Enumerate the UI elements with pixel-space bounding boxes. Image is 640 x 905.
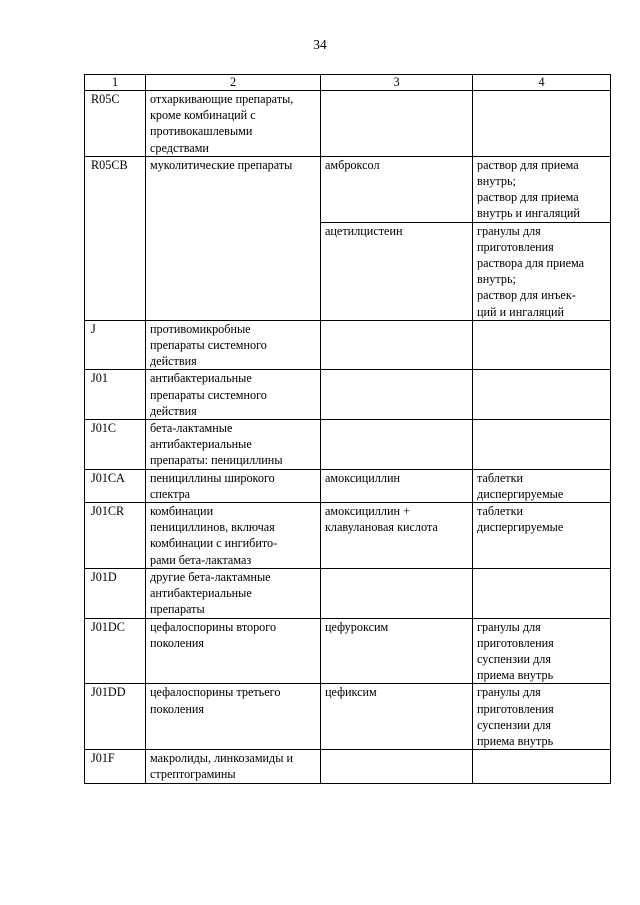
cell-text-line: амброксол	[325, 157, 380, 172]
cell-text-line: препараты: пенициллины	[150, 453, 283, 468]
cell-text-line: амоксициллин +	[325, 504, 410, 519]
cell-text-line: антибактериальные	[150, 437, 252, 452]
table-header-row	[85, 75, 611, 91]
substance-cell	[321, 684, 473, 750]
cell-text-line: приготовления	[477, 635, 554, 650]
cell-text-line: гранулы для	[477, 619, 541, 634]
atc-code-cell: J01F	[85, 750, 146, 783]
cell-text-line: цефалоспорины третьего	[150, 685, 281, 700]
cell-text-line: ацетилцистеин	[325, 223, 403, 238]
anatomical-therapeutic-group-cell	[146, 469, 321, 502]
cell-text-line: антибактериальные	[150, 586, 252, 601]
anatomical-therapeutic-group-cell	[146, 320, 321, 370]
table-body	[85, 91, 611, 784]
cell-text-line: ций и ингаляций	[477, 304, 564, 319]
cell-text-line: цефиксим	[325, 685, 377, 700]
anatomical-therapeutic-group-cell	[146, 156, 321, 320]
atc-code-cell: J01	[85, 370, 146, 420]
cell-text-line: противокашлевыми	[150, 124, 253, 139]
cell-text-line: приема внутрь	[477, 668, 554, 683]
table-row	[85, 156, 611, 222]
cell-text-line: гранулы для	[477, 223, 541, 238]
cell-text-line: бета-лактамные	[150, 421, 233, 436]
page-number: 34	[313, 37, 327, 52]
cell-text-line: цефалоспорины второго	[150, 619, 277, 634]
cell-text-line: суспензии для	[477, 651, 551, 666]
cell-text-line: пенициллины широкого	[150, 470, 275, 485]
substance-cell	[321, 222, 473, 320]
table-row	[85, 568, 611, 618]
dosage-form-cell	[473, 684, 611, 750]
table-row	[85, 420, 611, 470]
anatomical-therapeutic-group-cell	[146, 420, 321, 470]
atc-code-cell: J01DD	[85, 684, 146, 750]
cell-text-line: препараты системного	[150, 338, 267, 353]
table-row	[85, 503, 611, 569]
cell-text-line: отхаркивающие препараты,	[150, 92, 294, 106]
substance-cell	[321, 91, 473, 157]
cell-text-line: цефуроксим	[325, 619, 389, 634]
cell-text-line: диспергируемые	[477, 520, 564, 535]
dosage-form-cell	[473, 469, 611, 502]
cell-text-line: таблетки	[477, 504, 524, 519]
dosage-form-cell	[473, 370, 611, 420]
dosage-form-cell	[473, 750, 611, 783]
cell-text-line: спектра	[150, 486, 191, 501]
table-row	[85, 750, 611, 783]
cell-text-line: действия	[150, 403, 197, 418]
column-header-3: 3	[321, 75, 473, 91]
atc-code-cell: J01C	[85, 420, 146, 470]
dosage-form-cell	[473, 320, 611, 370]
cell-text-line: раствора для приема	[477, 256, 585, 271]
dosage-form-cell	[473, 420, 611, 470]
table-row	[85, 684, 611, 750]
column-header-1: 1	[85, 75, 146, 91]
table-row	[85, 320, 611, 370]
substance-cell	[321, 618, 473, 684]
drug-classification-table	[84, 74, 611, 784]
column-header-2: 2	[146, 75, 321, 91]
cell-text-line: раствор для инъек-	[477, 288, 576, 303]
substance-cell	[321, 156, 473, 222]
dosage-form-cell	[473, 503, 611, 569]
cell-text-line: средствами	[150, 140, 209, 155]
substance-cell	[321, 503, 473, 569]
table-row	[85, 91, 611, 157]
atc-code-cell: J01DC	[85, 618, 146, 684]
cell-text-line: муколитические препараты	[150, 157, 293, 172]
table-row	[85, 370, 611, 420]
cell-text-line: приготовления	[477, 239, 554, 254]
cell-text-line: макролиды, линкозамиды и	[150, 751, 294, 766]
cell-text-line: поколения	[150, 635, 204, 650]
atc-code-cell: R05C	[85, 91, 146, 157]
cell-text-line: комбинации с ингибито-	[150, 536, 278, 551]
dosage-form-cell	[473, 156, 611, 222]
substance-cell	[321, 750, 473, 783]
cell-text-line: раствор для приема	[477, 190, 579, 205]
cell-text-line: диспергируемые	[477, 486, 564, 501]
table-row	[85, 469, 611, 502]
cell-text-line: комбинации	[150, 504, 214, 519]
cell-text-line: стрептограмины	[150, 767, 236, 782]
dosage-form-cell	[473, 568, 611, 618]
cell-text-line: пенициллинов, включая	[150, 520, 275, 535]
cell-text-line: антибактериальные	[150, 371, 252, 386]
anatomical-therapeutic-group-cell	[146, 503, 321, 569]
column-header-4: 4	[473, 75, 611, 91]
cell-text-line: гранулы для	[477, 685, 541, 700]
anatomical-therapeutic-group-cell	[146, 370, 321, 420]
cell-text-line: клавулановая кислота	[325, 520, 438, 535]
cell-text-line: препараты	[150, 602, 205, 617]
cell-text-line: раствор для приема	[477, 157, 579, 172]
cell-text-line: поколения	[150, 701, 204, 716]
atc-code-cell: J	[85, 320, 146, 370]
atc-code-cell: J01CA	[85, 469, 146, 502]
cell-text-line: приготовления	[477, 701, 554, 716]
anatomical-therapeutic-group-cell	[146, 684, 321, 750]
anatomical-therapeutic-group-cell	[146, 618, 321, 684]
cell-text-line: препараты системного	[150, 387, 267, 402]
cell-text-line: внутрь и ингаляций	[477, 206, 580, 221]
cell-text-line: приема внутрь	[477, 733, 554, 748]
anatomical-therapeutic-group-cell	[146, 750, 321, 783]
cell-text-line: противомикробные	[150, 321, 251, 336]
table-row	[85, 618, 611, 684]
cell-text-line: амоксициллин	[325, 470, 401, 485]
substance-cell	[321, 370, 473, 420]
cell-text-line: внутрь;	[477, 174, 516, 189]
substance-cell	[321, 568, 473, 618]
cell-text-line: кроме комбинаций с	[150, 108, 256, 123]
cell-text-line: действия	[150, 354, 197, 369]
cell-text-line: таблетки	[477, 470, 524, 485]
dosage-form-cell	[473, 222, 611, 320]
cell-text-line: суспензии для	[477, 717, 551, 732]
cell-text-line: рами бета-лактамаз	[150, 552, 252, 567]
anatomical-therapeutic-group-cell	[146, 91, 321, 157]
substance-cell	[321, 420, 473, 470]
atc-code-cell: R05CB	[85, 156, 146, 320]
atc-code-cell: J01CR	[85, 503, 146, 569]
atc-code-cell: J01D	[85, 568, 146, 618]
dosage-form-cell	[473, 91, 611, 157]
substance-cell	[321, 320, 473, 370]
substance-cell	[321, 469, 473, 502]
cell-text-line: внутрь;	[477, 272, 516, 287]
cell-text-line: другие бета-лактамные	[150, 569, 271, 584]
dosage-form-cell	[473, 618, 611, 684]
anatomical-therapeutic-group-cell	[146, 568, 321, 618]
